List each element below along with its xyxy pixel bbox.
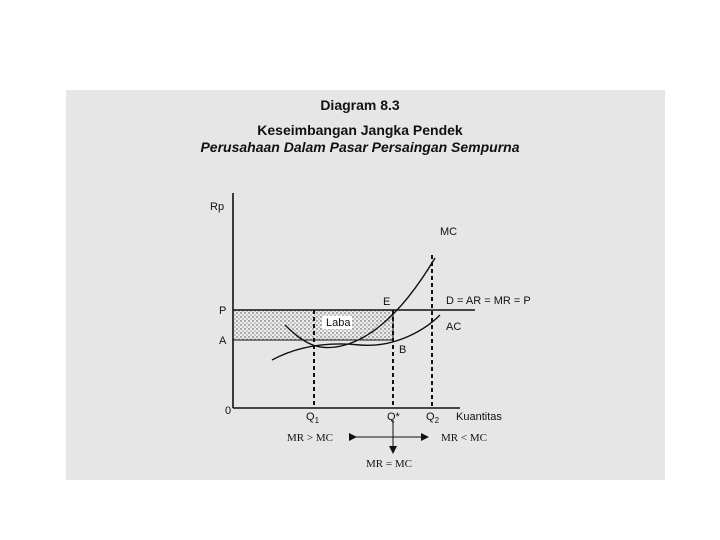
y-axis-label: Rp [210, 201, 225, 213]
annotation-mr-greater-mc: MR > MC [287, 432, 333, 444]
y-tick-a: A [219, 335, 227, 347]
point-b-label: B [399, 344, 407, 356]
diagram-title: Diagram 8.3 [320, 97, 400, 113]
ac-label: AC [446, 321, 462, 333]
origin-label: 0 [225, 405, 232, 417]
y-tick-p: P [219, 305, 227, 317]
point-e-label: E [383, 296, 391, 308]
diagram-subtitle-1: Keseimbangan Jangka Pendek [257, 122, 463, 138]
annotation-mr-equals-mc: MR = MC [366, 458, 412, 470]
x-axis-label: Kuantitas [456, 411, 502, 423]
laba-label: Laba [326, 317, 351, 329]
x-tick-q2: $Q_2$ [426, 411, 440, 425]
x-tick-qstar: Q* [387, 411, 400, 423]
x-tick-q1: $Q_1$ [306, 411, 320, 425]
annotation-mr-less-mc: MR < MC [441, 432, 487, 444]
diagram-subtitle-2: Perusahaan Dalam Pasar Persaingan Sempurna [200, 139, 520, 155]
mc-label: MC [440, 226, 458, 238]
demand-label: D = AR = MR = P [446, 295, 531, 307]
